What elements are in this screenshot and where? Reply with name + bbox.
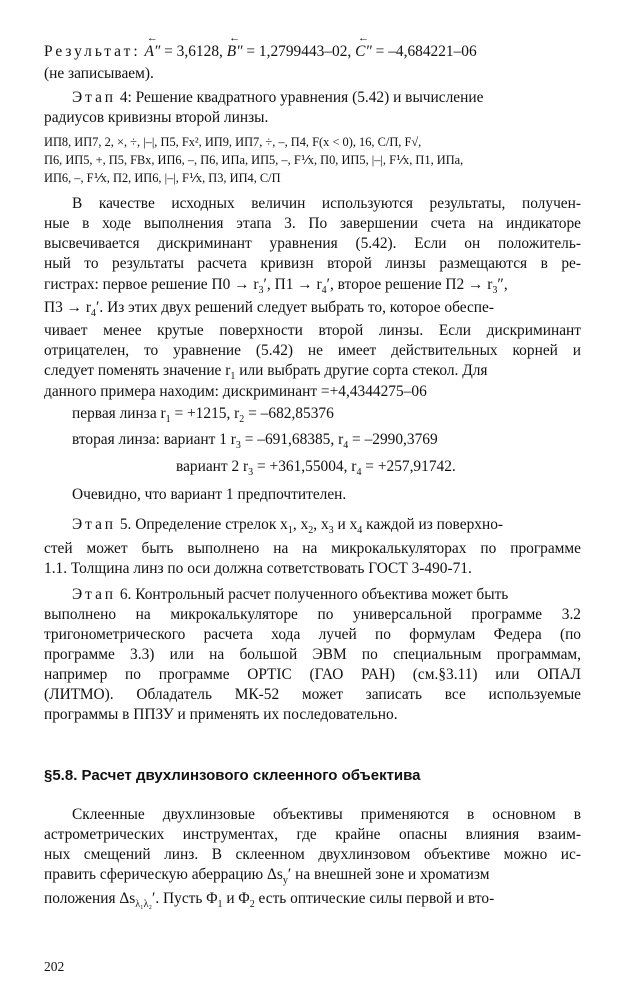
subscript: 1 (217, 899, 223, 910)
text: = –2990,3769 (348, 431, 438, 448)
subscript: 2 (239, 414, 245, 425)
text: первая линза r (72, 405, 166, 422)
para1-line-1: В качестве исходных величин используются результаты, получен- (72, 195, 581, 212)
stage5-line-3: 1.1. Толщина линз по оси должна сответствовать ГОСТ 3-490-71. (44, 560, 472, 577)
text: ″, (497, 276, 508, 293)
subscript: 3 (248, 467, 254, 478)
discriminant-line: данного примера находим: дискриминант =+4,4344275–06 (44, 383, 427, 400)
text: = –682,85376 (244, 405, 334, 422)
stage4-heading (72, 88, 581, 108)
text: , x (292, 516, 309, 533)
text: 6. Контрольный расчет полученного объектива может быть (119, 586, 509, 603)
stage4-title-2: радиусов кривизны второй линзы. (44, 109, 269, 126)
stage5-line-2: стей может быть выполнено на на микрокалькуляторах по программе (44, 540, 581, 557)
subscript: 1 (165, 414, 171, 425)
subscript: 1 (287, 525, 293, 536)
section-line-1: Склеенные двухлинзовые объективы применяются в основном в (72, 806, 581, 823)
second-lens-line (72, 430, 581, 450)
text: править сферическую аберрацию Δs (44, 866, 283, 883)
stage6-line-1 (72, 585, 581, 605)
stage6-line-6: (ЛИТМО). Обладатель МК-52 может записать все используемые (44, 686, 581, 703)
section-title: §5.8. Расчет двухлинзового склеенного объектива (44, 767, 421, 784)
subscript: 3 (258, 285, 264, 296)
first-lens-line (72, 404, 581, 424)
result-c-symbol: ← C″ (355, 42, 372, 62)
stage6-line-3: тригонометрического расчета хода лучей по формулам Федера (по (44, 626, 581, 643)
text: каждой из поверхно- (362, 516, 504, 533)
subscript: 3 (328, 525, 334, 536)
text: следует поменять значение r (44, 362, 231, 379)
text: = +1215, r (170, 405, 240, 422)
subscript: 2 (308, 525, 314, 536)
section-line-4 (44, 865, 581, 885)
text: ′, второе решение П2 → r (326, 276, 493, 293)
para1-line-3: высвечивается дискриминант уравнения (5.42). Если он положитель- (44, 235, 581, 252)
text: ′. Из этих двух решений следует выбрать то, которое обеспе- (96, 299, 494, 316)
text: гистрах: первое решение П0 → r (44, 276, 259, 293)
text: = –691,68385, r (240, 431, 344, 448)
result-b-value: = 1,2799443–02, (246, 43, 352, 60)
stage5-label: Этап (72, 516, 116, 533)
result-line (44, 42, 581, 62)
para1-line-2: ные в ходе выполнения этапа 3. По завершении счета на индикаторе (44, 215, 581, 232)
para1-line-7: чивает менее крутые поверхности второй линзы. Если дискриминант (44, 322, 581, 339)
text: ′. Пусть Φ (151, 890, 218, 907)
para1-line-6 (44, 298, 581, 318)
stage6-line-7: программы в ППЗУ и применять их последовательно. (44, 706, 398, 723)
stage6-line-5: например по программе OPTIC (ГАО РАН) (см.§3.11) или ОПАЛ (44, 666, 581, 683)
result-a-value: = 3,6128, (164, 43, 223, 60)
para1-line-9 (44, 361, 581, 381)
text: = +361,55004, r (253, 458, 357, 475)
subscript: y (282, 875, 288, 886)
program-line-1: ИП8, ИП7, 2, ×, ÷, |–|, П5, Fx², ИП9, ИП7, ÷, –, П4, F(x < 0), 16, С/П, F√, (44, 135, 422, 149)
text: или выбрать другие сорта стекол. Для (235, 362, 488, 379)
text: ′, П1 → r (263, 276, 322, 293)
text: вариант 2 r (176, 458, 249, 475)
text: положения Δs (44, 890, 136, 907)
program-line-2: П6, ИП5, +, П5, FВх, ИП6, –, П6, ИПа, ИП5, –, F⅟x, П0, ИП5, |–|, F⅟x, П1, ИПа, (44, 153, 464, 167)
subscript: 4 (357, 525, 363, 536)
stage6-label: Этап (72, 586, 116, 603)
subscript: 4 (91, 308, 97, 319)
text: ′ на внешней зоне и хроматизм (287, 866, 490, 883)
stage6-line-4: программе 3.3) или на большой ЭВМ по специальным программам, (44, 646, 581, 663)
section-line-2: астрометрических инструментах, где крайне опасны влияния взаим- (44, 826, 581, 843)
stage6-line-2: выполнено на микрокалькуляторе по универсальной программе 3.2 (44, 606, 581, 623)
stage5-line-1 (72, 515, 581, 535)
result-note: (не записываем). (44, 65, 154, 82)
subscript: λ₁λ₂ (135, 899, 152, 910)
variant2-line (176, 457, 576, 477)
text: и Φ (222, 890, 250, 907)
subscript: 3 (235, 440, 241, 451)
result-c-value: = –4,684221–06 (375, 43, 477, 60)
para1-line-8: отрицателен, то уравнение (5.42) не имеет действительных корней и (44, 342, 581, 359)
text: и x (333, 516, 358, 533)
subscript: 1 (230, 371, 236, 382)
obvious-line: Очевидно, что вариант 1 предпочтителен. (72, 486, 347, 503)
para1-line-4: ный то результаты расчета кривизн второй линзы размещаются в ре- (44, 255, 581, 272)
section-line-5 (44, 889, 581, 909)
page-number: 202 (44, 959, 65, 974)
para1-line-5 (44, 275, 581, 295)
subscript: 4 (343, 440, 349, 451)
section-line-3: ных смещений линз. В склеенном двухлинзовом объективе можно ис- (44, 846, 581, 863)
text: вторая линза: вариант 1 r (72, 431, 236, 448)
text: 5. Определение стрелок x (119, 516, 288, 533)
program-line-3: ИП6, –, F⅟x, П2, ИП6, |–|, F⅟x, П3, ИП4, С/П (44, 171, 281, 185)
text: = +257,91742. (361, 458, 456, 475)
subscript: 2 (249, 899, 255, 910)
result-a-symbol: ← A″ (144, 42, 160, 62)
text: есть оптические силы первой и вто- (254, 890, 495, 907)
subscript: 4 (356, 467, 362, 478)
stage4-label: Этап (72, 89, 116, 106)
result-label: Результат: (44, 43, 141, 60)
subscript: 3 (492, 285, 498, 296)
subscript: 4 (321, 285, 327, 296)
result-b-symbol: ← B″ (227, 42, 243, 62)
stage4-title-1: 4: Решение квадратного уравнения (5.42) и вычисление (119, 89, 484, 106)
text: , x (313, 516, 329, 533)
text: П3 → r (44, 299, 92, 316)
